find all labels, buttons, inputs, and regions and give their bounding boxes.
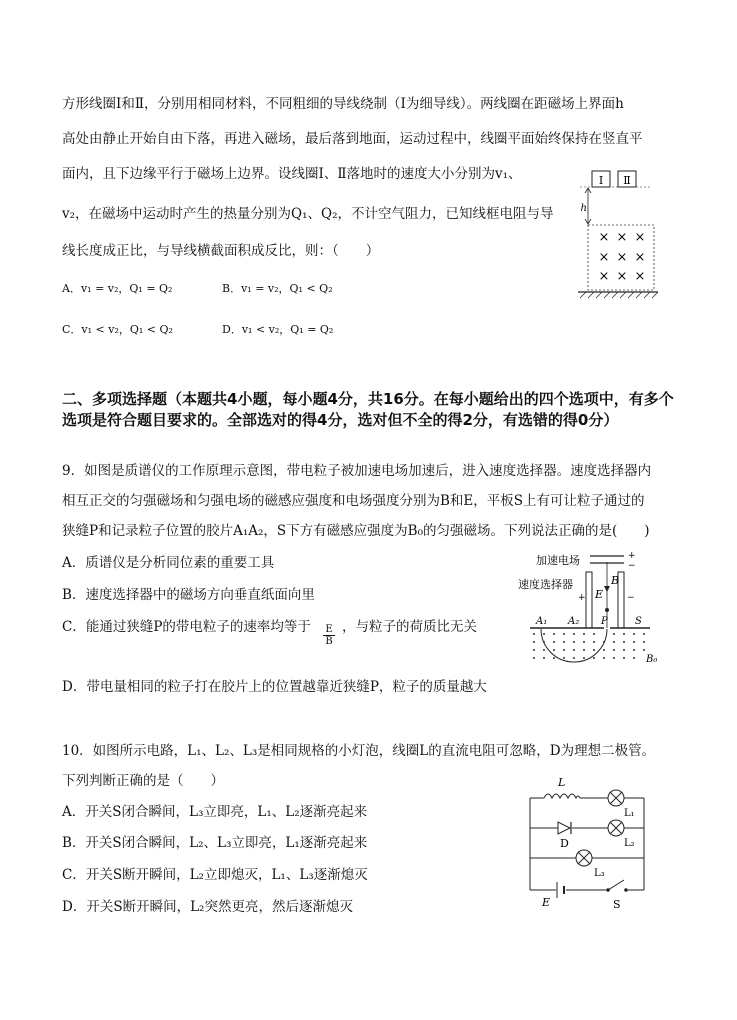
svg-text:×: × [598, 269, 610, 284]
field-crosses [599, 230, 646, 284]
q8-stem-line-3: 面内，且下边缘平行于磁场上边界。设线圈Ⅰ、Ⅱ落地时的速度大小分别为v₁、 [62, 166, 522, 182]
battery-E [557, 882, 564, 898]
accel-field-label: 加速电场 [536, 554, 580, 567]
q10-option-d: D．开关S断开瞬间，L₂突然更亮，然后逐渐熄灭 [62, 899, 353, 915]
selector-plus-sign: + [578, 593, 586, 603]
lamp-L1-label: L₁ [624, 808, 635, 819]
svg-text:×: × [598, 230, 610, 245]
q9-stem-line-3: 狭缝P和记录粒子位置的胶片A₁A₂，S下方有磁感应强度为B₀的匀强磁场。下列说法正确的是( ) [62, 523, 650, 539]
selector-left-plate [586, 572, 592, 628]
accel-plus-sign: + [628, 551, 636, 561]
section-2-heading: 二、多项选择题（本题共4小题，每小题4分，共16分。在每小题给出的四个选项中，有多个选项是符合题目要求的。全部选对的得4分，选对但不全的得2分，有选错的得0分） [62, 390, 674, 429]
accel-minus-sign: − [628, 561, 636, 571]
battery-E-label: E [542, 896, 551, 909]
coil-II-box [618, 171, 636, 187]
fraction-denominator: B [323, 635, 335, 647]
q8-option-c: C．v₁ < v₂，Q₁ < Q₂ [62, 323, 173, 336]
A1-label: A₁ [536, 616, 548, 627]
q8-coil-magnetic-field-figure [572, 165, 662, 300]
svg-text:×: × [616, 250, 628, 265]
svg-text:×: × [598, 250, 610, 265]
selector-label: 速度选择器 [518, 578, 573, 591]
q10-option-a: A．开关S闭合瞬间，L₃立即亮，L₁、L₂逐渐亮起来 [62, 804, 368, 820]
diode-D-label: D [560, 837, 569, 850]
q8-stem-line-1: 方形线圈Ⅰ和Ⅱ，分别用相同材料，不同粗细的导线绕制（Ⅰ为细导线）。两线圈在距磁场上界面h [62, 96, 624, 112]
height-label: h [580, 203, 587, 214]
q10-stem-line-2: 下列判断正确的是（ ） [62, 773, 224, 789]
lamp-L1 [608, 790, 624, 806]
inductor-coil [544, 794, 580, 798]
q10-option-b: B．开关S闭合瞬间，L₂、L₃立即亮，L₁逐渐亮起来 [62, 835, 368, 851]
svg-text:×: × [634, 230, 646, 245]
q10-stem-line-1: 10．如图所示电路，L₁、L₂、L₃是相同规格的小灯泡，线圈L的直流电阻可忽略，D为理想二极管。 [62, 743, 656, 759]
q10-circuit-figure [520, 774, 660, 914]
switch-S [606, 880, 628, 892]
q9-mass-spectrometer-figure [510, 548, 660, 668]
selector-B-label: B [611, 574, 620, 587]
svg-text:×: × [634, 269, 646, 284]
A2-label: A₂ [568, 616, 580, 627]
q9-option-c-pre: C．能通过狭缝P的带电粒子的速率均等于 [62, 619, 311, 635]
B0-field-dots [533, 633, 645, 659]
lamp-L2-label: L₂ [624, 838, 635, 849]
lamp-L2 [608, 820, 624, 836]
ground-hatch [580, 292, 658, 298]
q8-stem-line-4: v₂，在磁场中运动时产生的热量分别为Q₁、Q₂，不计空气阻力，已知线框电阻与导 [62, 206, 554, 222]
q8-stem-line-5: 线长度成正比，与导线横截面积成反比，则：（ ） [62, 243, 380, 259]
B0-label: B₀ [646, 654, 658, 665]
svg-text:×: × [616, 230, 628, 245]
selector-minus-sign: − [627, 593, 635, 603]
electric-field-label: E [595, 588, 604, 601]
plate-S-label: S [635, 616, 642, 627]
q9-stem-line-1: 9．如图是质谱仪的工作原理示意图，带电粒子被加速电场加速后，进入速度选择器。速度选择器内 [62, 463, 652, 479]
inductor-L-label: L [558, 776, 566, 789]
q9-option-a: A．质谱仪是分析同位素的重要工具 [62, 555, 275, 571]
q10-option-c: C．开关S断开瞬间，L₂立即熄灭，L₁、L₃逐渐熄灭 [62, 867, 368, 883]
svg-text:×: × [634, 250, 646, 265]
coil-I-box [592, 171, 610, 187]
svg-text:×: × [616, 269, 628, 284]
q9-option-d: D．带电量相同的粒子打在胶片上的位置越靠近狭缝P，粒子的质量越大 [62, 679, 487, 695]
q8-stem-line-2: 高处由静止开始自由下落，再进入磁场，最后落到地面，运动过程中，线圈平面始终保持在竖直平 [62, 131, 643, 147]
q9-stem-line-2: 相互正交的匀强磁场和匀强电场的磁感应强度和电场强度分别为B和E，平板S上有可让粒子通过的 [62, 493, 645, 509]
q8-option-b: B．v₁ = v₂，Q₁ < Q₂ [222, 282, 333, 295]
q8-option-a: A．v₁ = v₂，Q₁ = Q₂ [62, 282, 173, 295]
q9-option-c-post: ，与粒子的荷质比无关 [342, 619, 477, 635]
q9-option-c-fraction [323, 624, 335, 647]
slit-P-label: P [601, 616, 608, 627]
q8-option-d: D．v₁ < v₂，Q₁ = Q₂ [222, 323, 334, 336]
q9-option-b: B．速度选择器中的磁场方向垂直纸面向里 [62, 587, 315, 603]
lamp-L3-label: L₃ [594, 868, 605, 879]
fraction-numerator: E [325, 624, 333, 635]
lamp-L3 [576, 850, 592, 866]
diode-D [558, 822, 571, 834]
coil-I-label: Ⅰ [598, 174, 604, 187]
switch-S-label: S [613, 898, 621, 911]
coil-II-label: Ⅱ [623, 174, 631, 187]
